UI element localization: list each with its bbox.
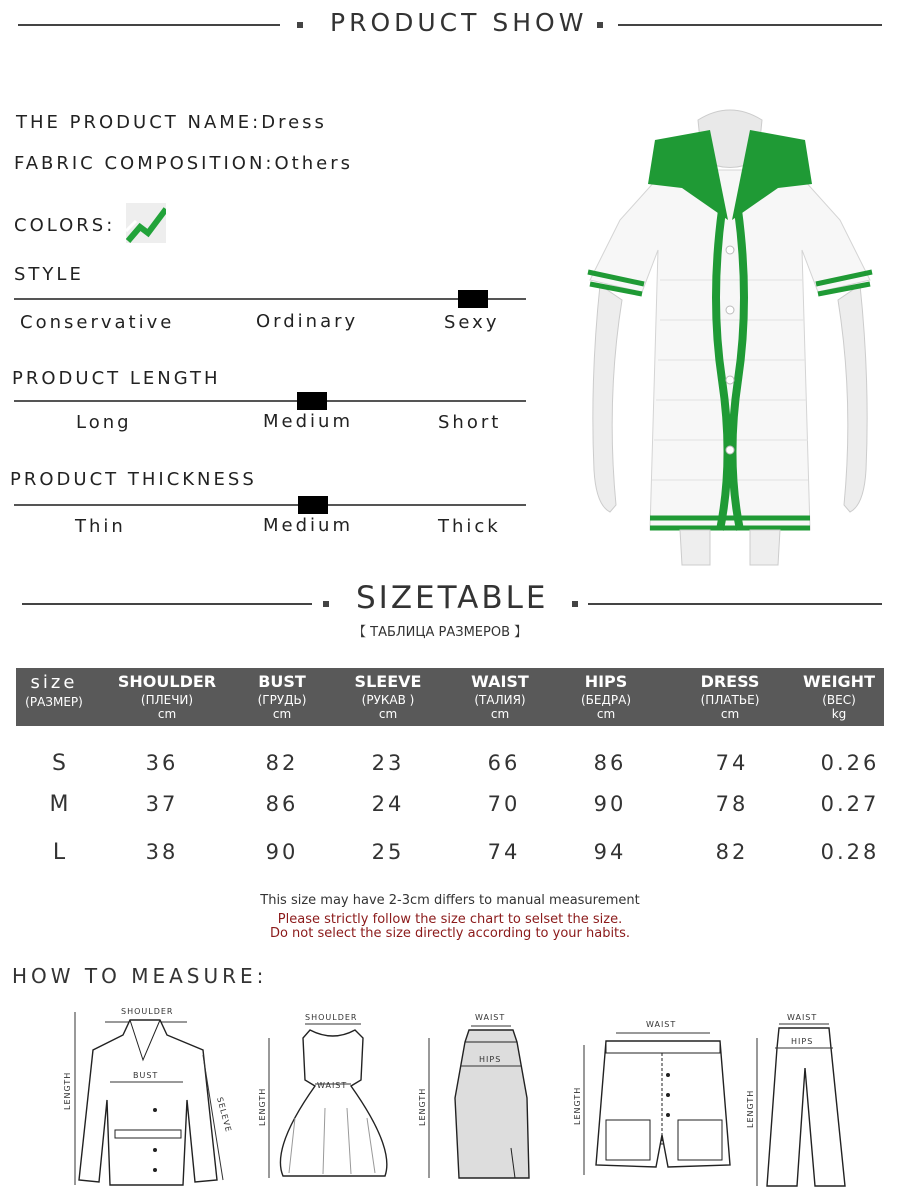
dress-waist-label: WAIST [317,1081,348,1090]
col-hips [556,668,656,726]
shorts-waist-label: WAIST [646,1020,677,1029]
length-label-short: Short [438,412,502,433]
col-dress-unit: cm [720,707,740,721]
row-s-dress: 74 [715,751,749,775]
pants-waist-label: WAIST [787,1013,818,1022]
row-l-shoulder: 38 [145,840,179,864]
page-title: PRODUCT SHOW [330,8,588,37]
row-s-weight: 0.26 [820,751,880,775]
col-weight [794,668,884,726]
col-hips-name: HIPS [584,672,628,691]
dress-measure-diagram [255,1008,400,1188]
thickness-scale-track [14,504,526,506]
note-warning-1: Please strictly follow the size chart to selset the size. [277,912,623,927]
row-m-sleeve: 24 [371,792,405,816]
dress-length-label: LENGTH [258,1087,267,1126]
note-warning-2: Do not select the size directly according to your habits. [269,926,631,941]
how-to-measure-title: HOW TO MEASURE: [12,964,268,988]
col-waist-sub: (ТАЛИЯ) [474,693,526,707]
style-scale-track [14,298,526,300]
style-scale-marker [458,290,488,308]
row-m-size: M [49,792,69,817]
thickness-label-medium: Medium [263,515,353,536]
thickness-label-thick: Thick [438,516,501,537]
col-sleeve-unit: cm [378,707,398,721]
row-m-waist: 70 [487,792,521,816]
pants-measure-diagram [745,1008,865,1193]
jacket-bust-label: BUST [133,1071,159,1080]
header-dot-left [297,22,303,28]
col-weight-name: WEIGHT [803,672,875,691]
col-dress [680,668,780,726]
row-s-sleeve: 23 [371,751,405,775]
row-l-dress: 82 [715,840,749,864]
col-hips-unit: cm [596,707,616,721]
col-size-name: size [30,672,78,693]
product-name-label: THE PRODUCT NAME: [16,112,262,133]
header-dot-right [597,22,603,28]
thickness-title: PRODUCT THICKNESS [10,469,257,490]
fabric-label: FABRIC COMPOSITION: [14,153,275,174]
jacket-length-label: LENGTH [63,1071,72,1110]
col-weight-unit: kg [831,707,847,721]
row-s-shoulder: 36 [145,751,179,775]
length-label-medium: Medium [263,411,353,432]
jacket-sleeve-label: SELEVE [215,1096,234,1134]
jacket-shoulder-label: SHOULDER [121,1007,174,1016]
shorts-measure-diagram [570,1015,745,1190]
skirt-measure-diagram [415,1008,555,1188]
style-label-conservative: Conservative [20,312,175,333]
sizetable-rule-left [22,603,312,605]
col-bust [232,668,332,726]
row-l-size: L [52,840,66,865]
sizetable-dot-right [572,601,578,607]
col-size-sub: (РАЗМЕР) [25,695,83,709]
header-rule-left [18,24,280,26]
col-sleeve [338,668,438,726]
row-s-bust: 82 [265,751,299,775]
length-scale-marker [297,392,327,410]
color-swatch[interactable] [126,203,166,243]
col-shoulder-name: SHOULDER [117,672,217,691]
col-sleeve-name: SLEEVE [354,672,422,691]
row-l-bust: 90 [265,840,299,864]
col-waist-unit: cm [490,707,510,721]
thickness-scale-marker [298,496,328,514]
col-shoulder-sub: (ПЛЕЧИ) [140,693,194,707]
sizetable-subtitle: 【 ТАБЛИЦА РАЗМЕРОВ 】 [353,625,528,640]
sizetable-dot-left [323,601,329,607]
col-waist-name: WAIST [471,672,529,691]
row-s-hips: 86 [593,751,627,775]
col-size [16,668,92,726]
dress-shoulder-label: SHOULDER [305,1013,358,1022]
length-title: PRODUCT LENGTH [12,368,221,389]
col-hips-sub: (БЕДРА) [581,693,631,707]
product-image [570,100,890,570]
skirt-hips-label: HIPS [479,1055,502,1064]
row-l-sleeve: 25 [371,840,405,864]
col-bust-sub: (ГРУДЬ) [257,693,307,707]
col-dress-sub: (ПЛАТЬЕ) [700,693,760,707]
pants-length-label: LENGTH [746,1089,755,1128]
colors-label: COLORS: [14,215,116,236]
sizetable-title: SIZETABLE [356,580,549,616]
col-dress-name: DRESS [700,672,760,691]
shorts-length-label: LENGTH [573,1086,582,1125]
row-m-weight: 0.27 [820,792,880,816]
row-m-dress: 78 [715,792,749,816]
size-table-header [16,668,884,726]
col-weight-sub: (ВЕС) [822,693,856,707]
row-m-hips: 90 [593,792,627,816]
thickness-label-thin: Thin [75,516,126,537]
col-shoulder-unit: cm [157,707,177,721]
sizetable-rule-right [588,603,882,605]
row-l-waist: 74 [487,840,521,864]
row-s-waist: 66 [487,751,521,775]
note-measurement: This size may have 2-3cm differs to manual measurement [260,893,640,908]
style-label-sexy: Sexy [444,312,500,333]
row-m-bust: 86 [265,792,299,816]
col-waist [450,668,550,726]
fabric-composition [14,153,353,174]
header-rule-right [618,24,882,26]
row-l-hips: 94 [593,840,627,864]
row-l-weight: 0.28 [820,840,880,864]
skirt-waist-label: WAIST [475,1013,506,1022]
row-m-shoulder: 37 [145,792,179,816]
col-bust-unit: cm [272,707,292,721]
skirt-length-label: LENGTH [418,1087,427,1126]
col-shoulder [112,668,222,726]
length-scale-track [14,400,526,402]
row-s-size: S [52,751,66,776]
pants-hips-label: HIPS [791,1037,814,1046]
length-label-long: Long [76,412,132,433]
col-sleeve-sub: (РУКАВ ) [361,693,415,707]
style-label-ordinary: Ordinary [256,311,359,332]
fabric-value: Others [274,153,353,174]
col-bust-name: BUST [258,672,306,691]
style-title: STYLE [14,264,84,285]
product-name-value: Dress [261,112,327,133]
jacket-measure-diagram [55,1000,235,1195]
product-name [16,112,327,133]
